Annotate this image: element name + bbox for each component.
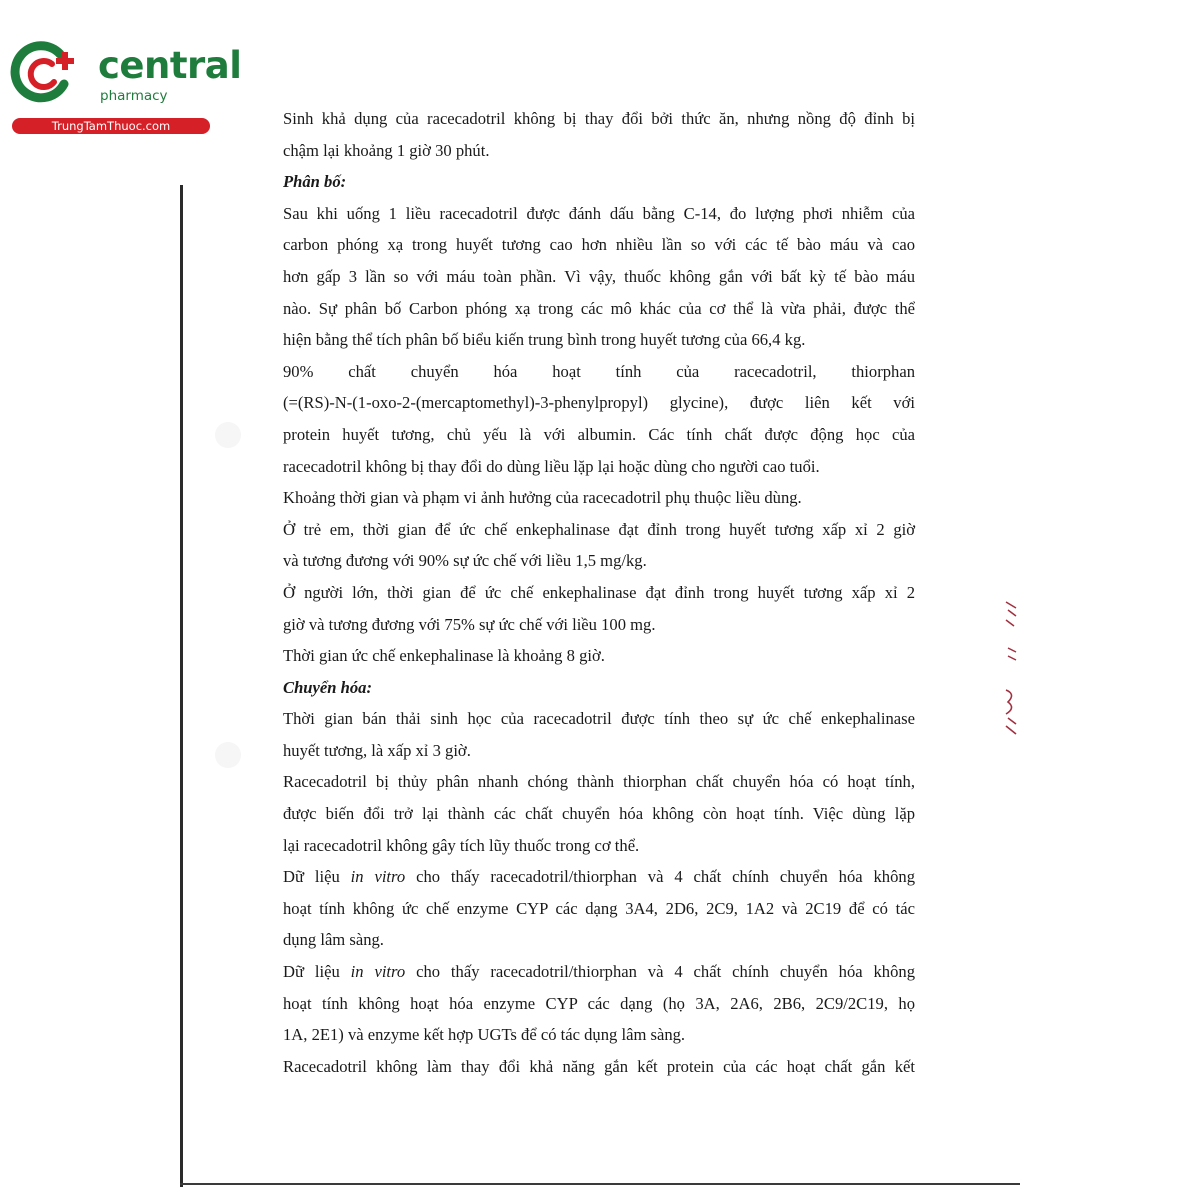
- text-line: carbon phóng xạ trong huyết tương cao hơn nhiều lần so với các tế bào máu và cao: [283, 235, 915, 255]
- margin-stamp-mark: [1002, 598, 1020, 738]
- text-line: Racecadotril không làm thay đổi khả năng gắn kết protein của các hoạt chất gắn kết: [283, 1056, 915, 1076]
- scan-edge-left: [180, 185, 183, 1187]
- brand-url: TrungTamThuoc.com: [12, 118, 210, 134]
- text-line: Sinh khả dụng của racecadotril không bị thay đổi bởi thức ăn, nhưng nồng độ đỉnh bị: [283, 109, 915, 128]
- text-span: cho thấy racecadotril/thiorphan và 4 chất chính chuyển hóa không: [405, 867, 915, 887]
- text-span: Dữ liệu: [283, 867, 351, 887]
- text-line: nào. Sự phân bố Carbon phóng xạ trong các mô khác của cơ thể là vừa phải, được thể: [283, 298, 915, 318]
- text-line: huyết tương, là xấp xỉ 3 giờ.: [283, 740, 471, 760]
- text-span: cho thấy racecadotril/thiorphan và 4 chất chính chuyển hóa không: [405, 962, 915, 982]
- section-heading: Phân bố:: [283, 172, 347, 192]
- text-line: và tương đương với 90% sự ức chế với liều 1,5 mg/kg.: [283, 551, 647, 571]
- italic-term: in vitro: [350, 867, 406, 887]
- text-line: Thời gian bán thải sinh học của racecadotril được tính theo sự ức chế enkephalinase: [283, 709, 915, 729]
- section-heading: Chuyển hóa:: [283, 677, 372, 697]
- brand-subtitle: pharmacy: [100, 88, 168, 104]
- document-body: [283, 103, 915, 1082]
- text-line: Ở người lớn, thời gian để ức chế enkephalinase đạt đỉnh trong huyết tương xấp xỉ 2: [283, 582, 915, 602]
- italic-term: in vitro: [350, 962, 406, 982]
- text-line: 90% chất chuyển hóa hoạt tính của racecadotril, thiorphan: [283, 361, 915, 381]
- text-line: hiện bằng thể tích phân bố biểu kiến trung bình trong huyết tương của 66,4 kg.: [283, 330, 806, 350]
- text-line: [283, 861, 915, 893]
- text-line: hoạt tính không ức chế enzyme CYP các dạng 3A4, 2D6, 2C9, 1A2 và 2C19 để có tác: [283, 898, 915, 918]
- text-line: protein huyết tương, chủ yếu là với albumin. Các tính chất được động học của: [283, 424, 915, 444]
- scan-dot: [215, 742, 241, 768]
- text-line: chậm lại khoảng 1 giờ 30 phút.: [283, 140, 490, 160]
- text-line: Sau khi uống 1 liều racecadotril được đánh dấu bằng C-14, đo lượng phơi nhiễm của: [283, 203, 915, 223]
- text-line: Racecadotril bị thủy phân nhanh chóng thành thiorphan chất chuyển hóa có hoạt tính,: [283, 772, 915, 792]
- text-line: racecadotril không bị thay đổi do dùng liều lặp lại hoặc dùng cho người cao tuổi.: [283, 456, 820, 476]
- text-line: được biến đổi trở lại thành các chất chuyển hóa không còn hoạt tính. Việc dùng lặp: [283, 804, 915, 824]
- text-line: hoạt tính không hoạt hóa enzyme CYP các dạng (họ 3A, 2A6, 2B6, 2C9/2C19, họ: [283, 993, 915, 1013]
- pharmacy-logo-icon: [10, 40, 80, 106]
- text-line: [283, 956, 915, 988]
- text-line: Khoảng thời gian và phạm vi ảnh hưởng của racecadotril phụ thuộc liều dùng.: [283, 488, 802, 508]
- scan-dot: [215, 422, 241, 448]
- text-line: (=(RS)-N-(1-oxo-2-(mercaptomethyl)-3-phenylpropyl) glycine), được liên kết với: [283, 393, 915, 413]
- text-line: Thời gian ức chế enkephalinase là khoảng 8 giờ.: [283, 646, 605, 666]
- text-line: giờ và tương đương với 75% sự ức chế với liều 100 mg.: [283, 614, 656, 634]
- scan-edge-bottom: [180, 1183, 1020, 1185]
- text-span: Dữ liệu: [283, 962, 351, 982]
- brand-name: central: [98, 44, 242, 87]
- text-line: dụng lâm sàng.: [283, 930, 384, 950]
- text-line: lại racecadotril không gây tích lũy thuốc trong cơ thể.: [283, 835, 640, 855]
- central-pharmacy-logo: [10, 38, 242, 138]
- text-line: 1A, 2E1) và enzyme kết hợp UGTs để có tác dụng lâm sàng.: [283, 1025, 686, 1045]
- text-line: hơn gấp 3 lần so với máu toàn phần. Vì vậy, thuốc không gắn với bất kỳ tế bào máu: [283, 266, 915, 286]
- text-line: Ở trẻ em, thời gian để ức chế enkephalinase đạt đỉnh trong huyết tương xấp xỉ 2 giờ: [283, 519, 915, 539]
